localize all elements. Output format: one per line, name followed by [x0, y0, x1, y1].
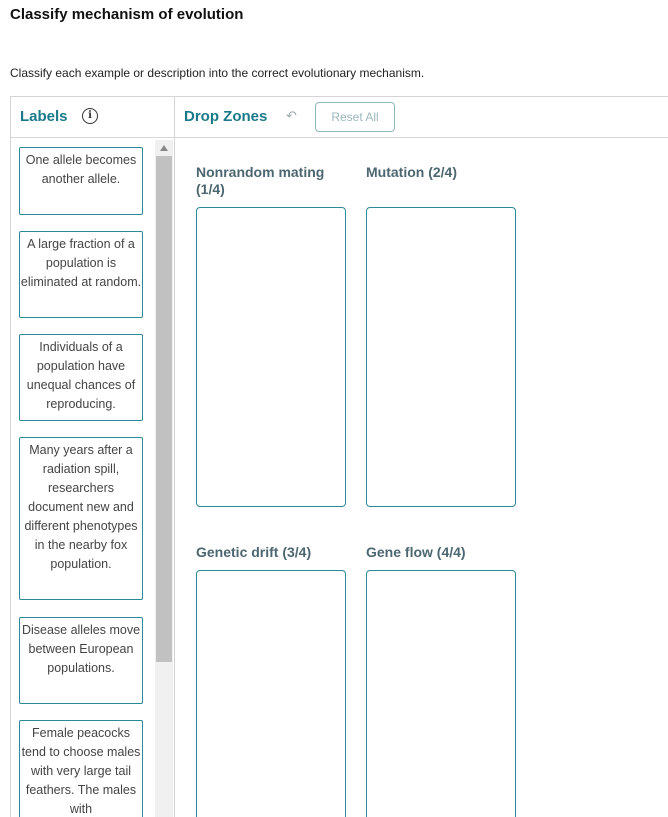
label-card[interactable]: Disease alleles move between European populations. [19, 617, 143, 704]
classify-panel [10, 96, 668, 817]
label-card[interactable]: Female peacocks tend to choose males with very large tail feathers. The males with [19, 720, 143, 817]
scroll-up-arrow-icon[interactable] [160, 145, 168, 151]
labels-list [11, 138, 175, 817]
drop-zone-mutation[interactable] [366, 207, 516, 507]
drop-zones-header [175, 97, 668, 138]
instructions-text: Classify each example or description into the correct evolutionary mechanism. [10, 66, 425, 80]
scroll-thumb[interactable] [156, 156, 172, 662]
label-card[interactable]: One allele becomes another allele. [19, 147, 143, 215]
label-card[interactable]: A large fraction of a population is eliminated at random. [19, 231, 143, 318]
labels-scrollbar[interactable] [155, 140, 173, 817]
labels-title: Labels [20, 108, 68, 125]
labels-header [11, 97, 175, 138]
label-card[interactable]: Many years after a radiation spill, researchers document new and different phenotypes in the nearby fox population. [19, 437, 143, 600]
zone-label-gene-flow: Gene flow (4/4) [366, 544, 466, 560]
zone-label-mutation: Mutation (2/4) [366, 164, 457, 180]
drop-zone-nonrandom-mating[interactable] [196, 207, 346, 507]
drop-zones-title: Drop Zones [184, 108, 268, 125]
page-title: Classify mechanism of evolution [10, 6, 244, 23]
zone-label-nonrandom-mating: Nonrandom mating (1/4) [196, 164, 325, 197]
label-card[interactable]: Individuals of a population have unequal chances of reproducing. [19, 334, 143, 421]
reset-all-button[interactable]: Reset All [315, 102, 395, 132]
undo-icon[interactable]: ↶ [286, 108, 297, 123]
info-icon[interactable]: i [82, 108, 98, 124]
drop-zone-gene-flow[interactable] [366, 570, 516, 817]
zone-label-genetic-drift: Genetic drift (3/4) [196, 544, 312, 560]
drop-zone-genetic-drift[interactable] [196, 570, 346, 817]
